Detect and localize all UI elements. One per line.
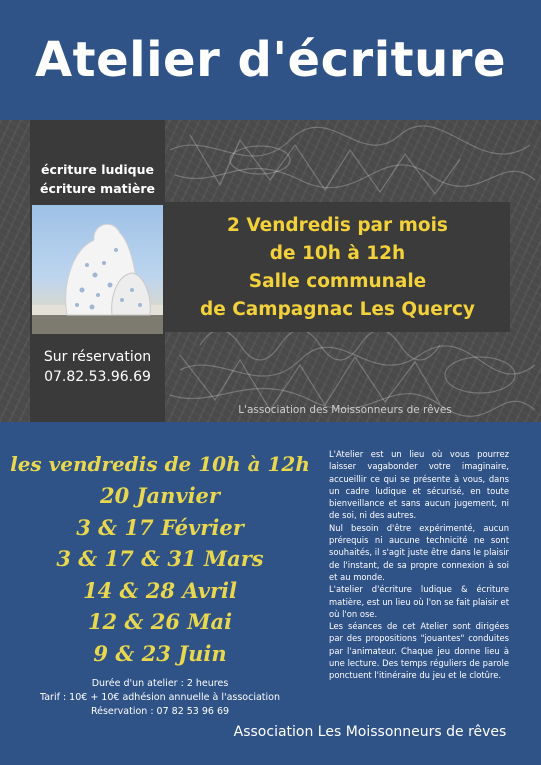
duration-text: Durée d'un atelier : 2 heures bbox=[91, 678, 229, 689]
association-caption: L'association des Moissonneurs de rêves bbox=[238, 404, 452, 416]
reservation-phone: 07.82.53.96.69 bbox=[44, 369, 151, 385]
tagline-line-2: écriture matière bbox=[39, 181, 156, 196]
description-paragraph: L'Atelier est un lieu où vous pourrez laisser vagabonder votre imaginaire, accueillir ce qui se présente à vous, dans un cadre ludique et sécurisé, en toute bienveillance et sans aucun jugement, ni de soi, ni des autres. bbox=[329, 449, 509, 521]
page-title: Atelier d'écriture bbox=[34, 32, 507, 88]
sculpture-photo bbox=[32, 205, 163, 334]
schedule-line-4: de Campagnac Les Quercy bbox=[200, 299, 475, 320]
tagline-line-1: écriture ludique bbox=[41, 162, 154, 177]
description-paragraph: L'atelier d'écriture ludique & écriture matière, est un lieu où l'on se fait plaisir et où l'on ose. bbox=[329, 584, 509, 619]
date-item: 20 Janvier bbox=[100, 483, 220, 508]
schedule-line-2: de 10h à 12h bbox=[269, 243, 406, 264]
description-paragraph: Les séances de cet Atelier sont dirigées par des propositions "jouantes" conduites par l'animateur. Chaque jeu donne lieu à une lecture. Des temps réguliers de parole ponctuent l'itinéraire du jeu et le clotûre. bbox=[329, 621, 509, 681]
footer-association: Association Les Moissonneurs de rêves bbox=[233, 724, 507, 740]
schedule-line-1: 2 Vendredis par mois bbox=[227, 215, 448, 236]
dates-list bbox=[10, 448, 310, 669]
price-text: Tarif : 10€ + 10€ adhésion annuelle à l'association bbox=[39, 692, 280, 703]
tagline bbox=[30, 160, 165, 198]
photo-band bbox=[0, 120, 541, 422]
practical-details bbox=[10, 677, 310, 719]
dates-heading: les vendredis de 10h à 12h bbox=[10, 452, 310, 476]
description bbox=[329, 448, 509, 682]
reservation-label: Sur réservation bbox=[43, 349, 152, 365]
booking-text: Réservation : 07 82 53 96 69 bbox=[90, 706, 230, 717]
reservation-info bbox=[30, 347, 165, 387]
date-item: 9 & 23 Juin bbox=[93, 640, 227, 666]
schedule-line-3: Salle communale bbox=[248, 271, 427, 292]
date-item: 12 & 26 Mai bbox=[87, 609, 233, 634]
left-panel bbox=[30, 120, 165, 422]
date-item: 14 & 28 Avril bbox=[82, 577, 237, 603]
sculpture-image bbox=[32, 205, 163, 334]
description-paragraph: Nul besoin d'être expérimenté, aucun prérequis ni aucune technicité ne sont souhaités, il s'agit juste être dans le plaisir de l'instant, de sa propre connexion à soi et au monde. bbox=[329, 522, 509, 582]
date-item: 3 & 17 Février bbox=[76, 514, 244, 540]
date-item: 3 & 17 & 31 Mars bbox=[56, 546, 264, 571]
schedule-box bbox=[165, 202, 510, 332]
